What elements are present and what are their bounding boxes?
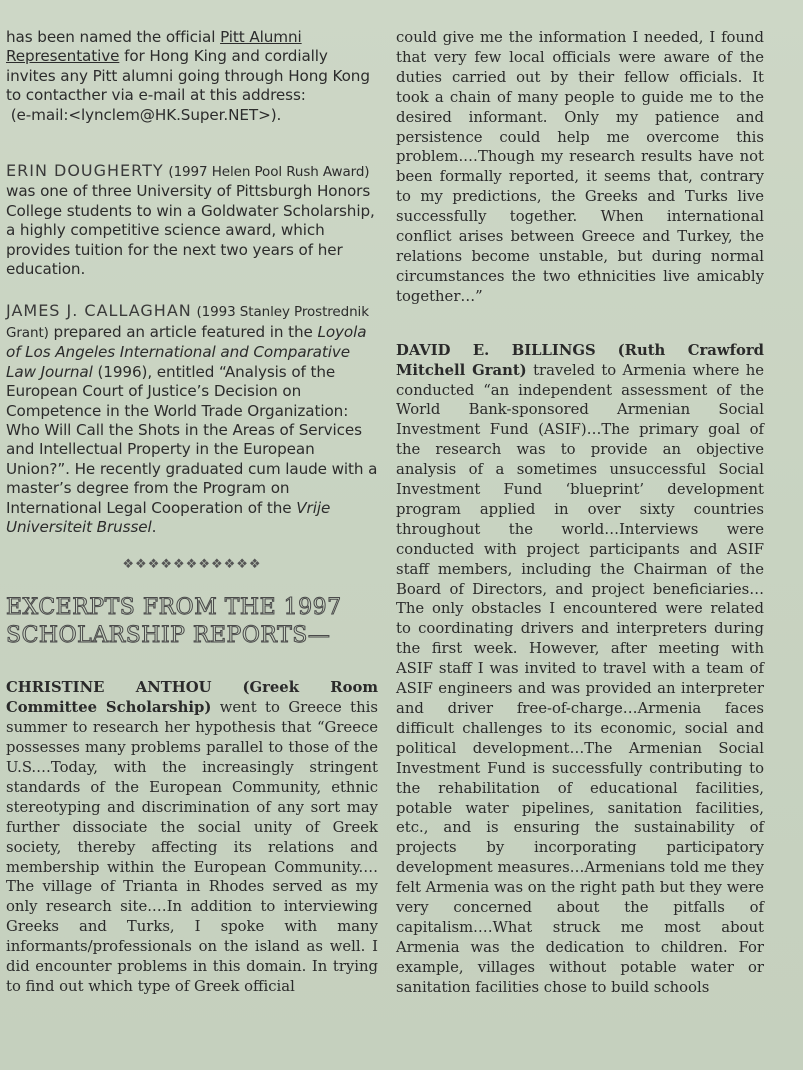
christine-award: (Greek Room Committee Scholarship) bbox=[6, 679, 379, 717]
intro-text-pre: has been named the official bbox=[6, 28, 221, 46]
section-heading: EXCERPTS FROM THE 1997 SCHOLARSHIP REPORTS— bbox=[6, 595, 342, 649]
james-name: JAMES J. CALLAGHAN bbox=[6, 301, 192, 321]
erin-award: (1997 Helen Pool Rush Award) bbox=[168, 164, 370, 181]
pitt-alumni-rep-link: Pitt Alumni Representative bbox=[6, 28, 302, 66]
christine-paragraph bbox=[6, 678, 378, 997]
erin-paragraph bbox=[6, 161, 378, 279]
james-text-3: . bbox=[151, 517, 157, 536]
david-name: DAVID E. BILLINGS bbox=[396, 341, 596, 359]
david-text: traveled to Armenia where he conducted “an independent assessment of the World Bank-sponsored Armenian Social Investment Fund (ASIF)…The primary goal of the research was to provide an objective analysis of a sometimes unsuccessful Social Investment Fund ‘blueprint’ development program applied in over sixty countries throughout the world…Interviews were conducted with project participants and ASIF staff members, including the Chairman of the Board of Directors, and project beneficiaries…The only obstacles I encountered were related to coordinating drivers and interpreters during the first week. However, after meeting with ASIF staff I was invited to travel with a team of ASIF engineers and was provided an interpreter and driver free-of-charge…Armenia faces difficult challenges to its economic, social and political development…The Armenian Social Investment Fund is successfully contributing to the rehabilitation of educational facilities, potable water pipelines, sanitation facilities, etc., and is ensuring the sustainability of projects by incorporating participatory development measures…Armenians told me they felt Armenia was on the right path but they were very concerned about the pitfalls of capitalism.…What struck me most about Armenia was the dedication to children. For example, villages without potable water or sanitation facilities chose to build schools bbox=[396, 361, 764, 996]
intro-paragraph bbox=[6, 28, 378, 125]
paragraph-gap bbox=[396, 307, 764, 341]
journal-title: Loyola of Los Angeles International and Comparative Law Journal bbox=[6, 322, 367, 381]
david-paragraph bbox=[396, 341, 764, 998]
james-award: (1993 Stanley Prostrednik Grant) bbox=[6, 304, 369, 341]
university-name: Vrije Universiteit Brussel bbox=[6, 498, 331, 536]
right-column bbox=[396, 28, 764, 998]
intro-text-post: for Hong King and cordially invites any Pitt alumni going through Hong Kong to contacther via e-mail at this address: bbox=[6, 47, 370, 105]
christine-text: went to Greece this summer to research her hypothesis that “Greece possesses many problems parallel to those of the U.S.…Today, with the increasingly stringent standards of the European Community, ethnic stereotyping and discrimination of any sort may further dissociate the social unity of Greek society, thereby affecting its relations and membership within the European Community.…The village of Trianta in Rhodes served as my only research site.…In addition to interviewing Greeks and Turks, I spoke with many informants/professionals on the island as well. I did encounter problems in this domain. In trying to find out which type of Greek official bbox=[6, 699, 378, 995]
christine-continued: could give me the information I needed, I found that very few local officials were aware of the duties carried out by their fellow officials. It took a chain of many people to guide me to the desired informant. Only my patience and persistence could help me overcome this problem.…Though my research results have not been formally reported, it seems that, contrary to my predictions, the Greeks and Turks live successfully together. When international conflict arises between Greece and Turkey, the relations become unstable, but during normal circumstances the two ethnicities live amicably together…” bbox=[396, 29, 764, 305]
intro-email: (e-mail:<lynclem@HK.Super.NET>). bbox=[10, 105, 282, 124]
erin-text: was one of three University of Pittsburgh Honors College students to win a Goldwater Scholarship, a highly competitive science award, which provides tuition for the next two years of her education. bbox=[6, 182, 375, 279]
james-paragraph bbox=[6, 301, 378, 537]
left-column bbox=[6, 28, 378, 997]
james-text-1: prepared an article featured in the bbox=[53, 322, 318, 341]
david-award: (Ruth Crawford Mitchell Grant) bbox=[396, 341, 764, 379]
christine-name: CHRISTINE ANTHOU bbox=[6, 679, 212, 697]
erin-name: ERIN DOUGHERTY bbox=[6, 161, 164, 181]
ornament-divider: ❖❖❖❖❖❖❖❖❖❖❖ bbox=[122, 557, 262, 573]
james-text-2: (1996), entitled “Analysis of the European Court of Justice’s Decision on Competence in the World Trade Organization: Who Will Call the Shots in the Areas of Services and Intellectual Property in the European Union?”. He recently graduated cum laude with a master’s degree from the Program on International Legal Cooperation of the bbox=[6, 362, 378, 517]
